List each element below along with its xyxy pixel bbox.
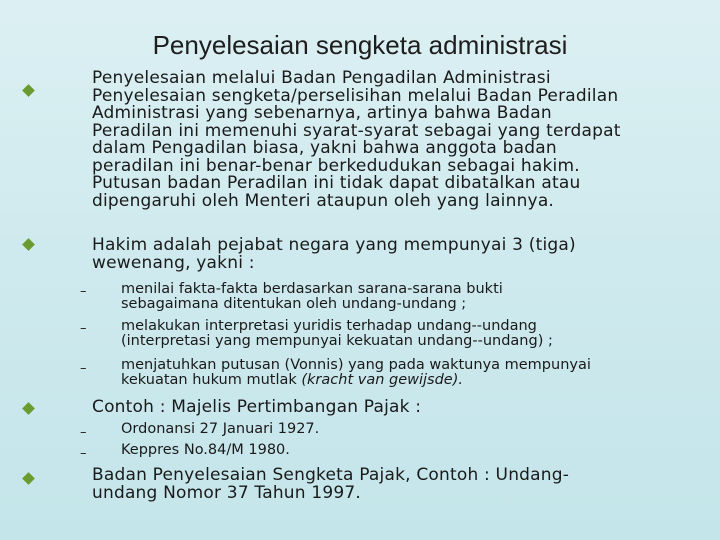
item-1-line: Peradilan ini memenuhi syarat-syarat sebagai yang terdapat <box>92 120 621 141</box>
item-2-line: Hakim adalah pejabat negara yang mempunyai 3 (tiga) <box>92 235 576 255</box>
sub-dash: – <box>80 446 87 461</box>
item-4-line: Badan Penyelesaian Sengketa Pajak, Contoh : Undang- <box>92 465 570 485</box>
sub-dash: – <box>80 425 87 440</box>
item-2-text <box>92 237 692 272</box>
item-1-text <box>92 70 692 210</box>
sub-line: melakukan interpretasi yuridis terhadap undang--undang <box>121 318 537 334</box>
item-4-line: undang Nomor 37 Tahun 1997. <box>92 482 362 503</box>
sub-line: menjatuhkan putusan (Vonnis) yang pada waktunya mempunyai <box>121 357 591 373</box>
sub-dash: – <box>80 361 87 376</box>
item-1-line: dalam Pengadilan biasa, yakni bahwa anggota badan <box>92 138 557 158</box>
bullet-diamond-icon <box>22 402 35 415</box>
item-3-sub-2: Keppres No.84/M 1980. <box>121 442 290 458</box>
bullet-diamond-icon <box>22 84 35 97</box>
bullet-diamond-icon <box>22 238 35 251</box>
item-1-heading: Penyelesaian melalui Badan Pengadilan Administrasi <box>92 68 551 88</box>
slide-title: Penyelesaian sengketa administrasi <box>152 30 568 60</box>
latin-term: (kracht van gewijsde). <box>301 372 463 388</box>
sub-line: sebagaimana ditentukan oleh undang-undang ; <box>121 296 467 312</box>
item-3-sub-1: Ordonansi 27 Januari 1927. <box>121 421 320 437</box>
sub-line: menilai fakta-fakta berdasarkan sarana-sarana bukti <box>121 281 503 297</box>
sub-dash: – <box>80 321 87 336</box>
sub-dash: – <box>80 284 87 299</box>
bullet-diamond-icon <box>22 472 35 485</box>
sub-line: (interpretasi yang mempunyai kekuatan undang--undang) ; <box>121 333 553 349</box>
item-2-sub-2 <box>121 319 711 349</box>
sub-line-plain: kekuatan hukum mutlak <box>121 372 302 388</box>
item-1-line: Putusan badan Peradilan ini tidak dapat dibatalkan atau <box>92 173 581 193</box>
item-1-line: Administrasi yang sebenarnya, artinya bahwa Badan <box>92 103 552 123</box>
item-1-line: dipengaruhi oleh Menteri ataupun oleh yang lainnya. <box>92 190 555 211</box>
item-3-text: Contoh : Majelis Pertimbangan Pajak : <box>92 397 422 417</box>
sub-line <box>121 373 711 388</box>
item-1-line: Penyelesaian sengketa/perselisihan melalui Badan Peradilan <box>92 85 619 106</box>
item-2-line: wewenang, yakni : <box>92 252 255 273</box>
item-2-sub-3 <box>121 358 711 388</box>
item-1-line: peradilan ini benar-benar berkedudukan sebagai hakim. <box>92 155 580 176</box>
item-4-text <box>92 467 692 502</box>
item-2-sub-1 <box>121 282 711 312</box>
